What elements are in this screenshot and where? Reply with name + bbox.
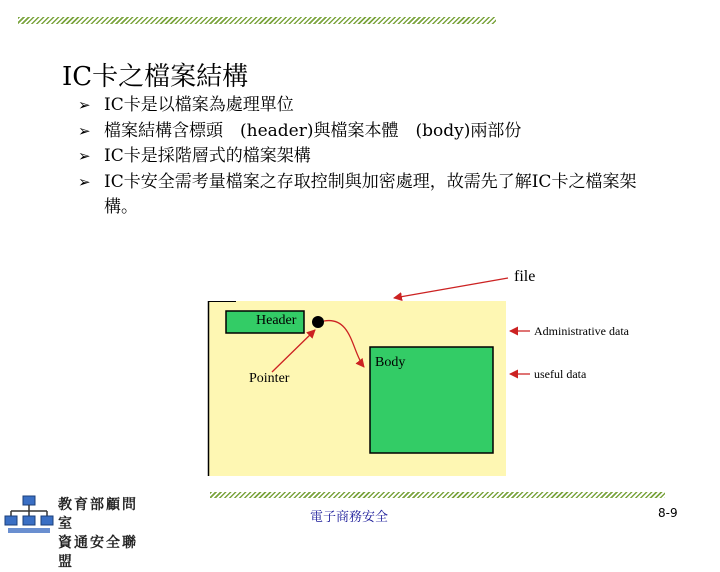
arrow-bullet-icon: ➢: [78, 121, 91, 140]
bullet-text: IC卡是以檔案為處理單位: [104, 95, 294, 115]
organization-name: 教育部顧問室 資通安全聯盟: [58, 497, 138, 570]
header-to-body-arrow: [324, 321, 364, 367]
footer-course-title: 電子商務安全: [310, 510, 389, 525]
file-arrow: [394, 278, 508, 298]
body-label: Body: [375, 355, 406, 370]
arrow-bullet-icon: ➢: [78, 147, 91, 165]
bullet-text: IC卡安全需考量檔案之存取控制與加密處理，故需先了解IC卡之檔案架構。: [104, 171, 637, 217]
header-label: Header: [256, 313, 297, 328]
pointer-arrow: [272, 330, 315, 372]
arrow-bullet-icon: ➢: [78, 172, 91, 191]
bullet-text: IC卡是採階層式的檔案架構: [104, 146, 311, 166]
network-logo-icon: [4, 494, 54, 536]
slide-title: IC卡之檔案結構: [62, 62, 249, 92]
page-number: 8-9: [658, 506, 678, 520]
bullet-text: 檔案結構含標頭 (header)與檔案本體 (body)兩部份: [104, 120, 522, 141]
useful-data-label: useful data: [534, 367, 587, 381]
arrow-bullet-icon: ➢: [78, 96, 91, 114]
pointer-label: Pointer: [249, 371, 290, 386]
pointer-dot: [312, 316, 324, 328]
bottom-decorative-bar: [210, 492, 665, 498]
administrative-data-label: Administrative data: [534, 324, 629, 338]
file-label: file: [514, 268, 536, 285]
